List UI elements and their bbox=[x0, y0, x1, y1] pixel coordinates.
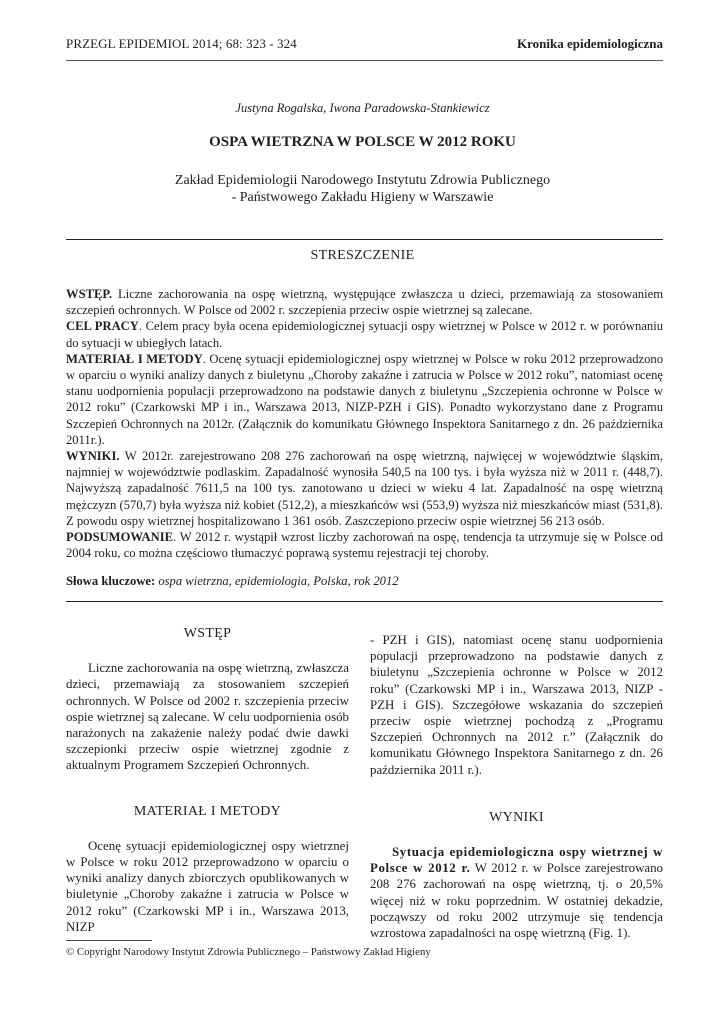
abstract-methods bbox=[66, 351, 663, 448]
intro-paragraph: Liczne zachorowania na ospę wietrzną, zwłaszcza dzieci, przemawiają za stosowaniem szczepień ochronnych. W Polsce od 2002 r. szczepienia przeciw ospie wietrznej są zalecane. W celu uodpornienia osób narażonych na zakażenie należy podać dwie dawki szczepionki przeciw ospie wietrznej zgodnie z aktualnym Programem Szczepień Ochronnych. bbox=[66, 661, 349, 773]
abstract-intro-text: Liczne zachorowania na ospę wietrzną, występujące zwłaszcza u dzieci, przemawiają za stosowaniem szczepień ochronnych. W Polsce od 2002 r. szczepienia przeciw ospie wietrznej są zalecane. bbox=[66, 287, 663, 318]
abstract-summary-text: . W 2012 r. wystąpił wzrost liczby zachorowań na ospę, tendencja ta utrzymuje się w Polsce od 2004 roku, co można częściowo tłumaczyć poprawą systemu rejestracji tej choroby. bbox=[66, 530, 663, 561]
abstract-aim-label: CEL PRACY bbox=[66, 319, 139, 334]
authors: Justyna Rogalska, Iwona Paradowska-Stankiewicz bbox=[235, 101, 490, 115]
section-heading-methods: MATERIAŁ I METODY bbox=[133, 803, 282, 819]
header-rule bbox=[66, 60, 663, 61]
keywords-label: Słowa kluczowe: bbox=[66, 574, 156, 588]
abstract-summary-label: PODSUMOWANIE bbox=[66, 530, 174, 545]
abstract-results-label: WYNIKI. bbox=[66, 449, 120, 464]
keywords-text: ospa wietrzna, epidemiologia, Polska, rok 2012 bbox=[155, 574, 399, 588]
right-column bbox=[370, 632, 663, 941]
abstract-summary bbox=[66, 529, 663, 561]
footnote-rule bbox=[66, 940, 152, 941]
abstract-aim-text: . Celem pracy była ocena epidemiologicznej sytuacji ospy wietrznej w Polsce w 2012 r. w porównaniu do sytuacji w ubiegłych latach. bbox=[66, 319, 663, 350]
abstract-results bbox=[66, 448, 663, 529]
abstract-results-text: W 2012r. zarejestrowano 208 276 zachorowań na ospę wietrzną, najwięcej w województwie śląskim, najmniej w województwie podlaskim. Zapadalność wynosiła 540,5 na 100 tys. i była wyższa niż w 2011 r. (448,7). Najwyższą zapadalność 7611,5 na 100 tys. zanotowano u dzieci w wieku 4 lat. Zapadalność na ospę wietrzną mężczyzn (570,7) była wyższa niż kobiet (512,2), a mieszkańców wsi (553,9) wyższa niż mieszkańców miast (531,8). Z powodu ospy wietrznej hospitalizowano 1 361 osób. Zaszczepiono przeciw ospie wietrznej 56 213 osób. bbox=[66, 449, 663, 528]
left-column bbox=[66, 626, 349, 935]
keywords bbox=[66, 574, 663, 589]
article-title: OSPA WIETRZNA W POLSCE W 2012 ROKU bbox=[209, 134, 516, 150]
journal-citation: PRZEGL EPIDEMIOL 2014; 68: 323 - 324 bbox=[66, 36, 297, 51]
affiliation-line-1: Zakład Epidemiologii Narodowego Instytutu Zdrowia Publicznego bbox=[174, 173, 551, 188]
abstract-intro-label: WSTĘP. bbox=[66, 287, 113, 301]
abstract-methods-label: MATERIAŁ I METODY bbox=[66, 351, 203, 366]
running-header bbox=[66, 36, 663, 56]
section-heading-intro: WSTĘP bbox=[183, 626, 232, 641]
results-subheading: Sytuacja epidemiologiczna ospy wietrznej w Polsce w 2012 r. bbox=[370, 845, 663, 876]
section-name: Kronika epidemiologiczna bbox=[516, 36, 663, 51]
affiliation bbox=[0, 172, 725, 206]
abstract-intro bbox=[66, 286, 663, 318]
abstract-heading: STRESZCZENIE bbox=[310, 248, 415, 263]
results-text: W 2012 r. w Polsce zarejestrowano 208 276 zachorowań na ospę wietrzną, tj. o 20,5% więcej niż w roku poprzednim. W ostatniej dekadzie, począwszy od roku 2002 utrzymuje się tendencja wzrostowa zapadalności na ospę wietrzną (Fig. 1). bbox=[370, 861, 663, 941]
results-paragraph bbox=[370, 844, 663, 941]
abstract-aim bbox=[66, 318, 663, 350]
section-heading-results: WYNIKI bbox=[489, 809, 544, 825]
abstract bbox=[66, 286, 663, 561]
abstract-methods-text: . Ocenę sytuacji epidemiologicznej ospy wietrznej w Polsce w roku 2012 przeprowadzono w oparciu o wyniki analizy danych z biuletynu „Choroby zakaźne i zatrucia w Polsce w 2012 roku”, natomiast ocenę stanu uodpornienia populacji przeprowadzono na podstawie danych z biuletynu „Szczepienia ochronne w Polsce w 2012 roku” (Czarkowski MP i in., Warszawa 2013, NIZP-PZH i GIS). Ponadto wykorzystano dane z Programu Szczepień Ochronnych na 2012r. (Załącznik do komunikatu Głównego Inspektora Sanitarnego z dn. 26 października 2011r.). bbox=[66, 351, 663, 447]
methods-paragraph: Ocenę sytuacji epidemiologicznej ospy wietrznej w Polsce w roku 2012 przeprowadzono w oparciu o wyniki analizy danych zbiorczych opublikowanych w biuletynie „Choroby zakaźne i zatrucia w Polsce w 2012 roku” (Czarkowski MP i in., Warszawa 2013, NIZP bbox=[66, 838, 349, 934]
copyright-footnote: © Copyright Narodowy Instytut Zdrowia Publicznego – Państwowy Zakład Higieny bbox=[66, 946, 431, 958]
affiliation-line-2: - Państwowego Zakładu Higieny w Warszawie bbox=[231, 190, 494, 205]
abstract-bottom-rule bbox=[66, 601, 663, 602]
methods-paragraph-continued: - PZH i GIS), natomiast ocenę stanu uodpornienia populacji przeprowadzono na podstawie danych z biuletynu „Szczepienia ochronne w Polsce w 2012 roku” (Czarkowski MP i in., Warszawa 2013, NIZP - PZH i GIS). Szczegółowe wskazania do szczepień przeciw ospie wietrznej pochodzą z „Programu Szczepień Ochronnych na 2012 r.” (Załącznik do komunikatu Głównego Inspektora Sanitarnego z dn. 26 października 2011 r.). bbox=[370, 633, 663, 777]
abstract-top-rule bbox=[66, 239, 663, 240]
